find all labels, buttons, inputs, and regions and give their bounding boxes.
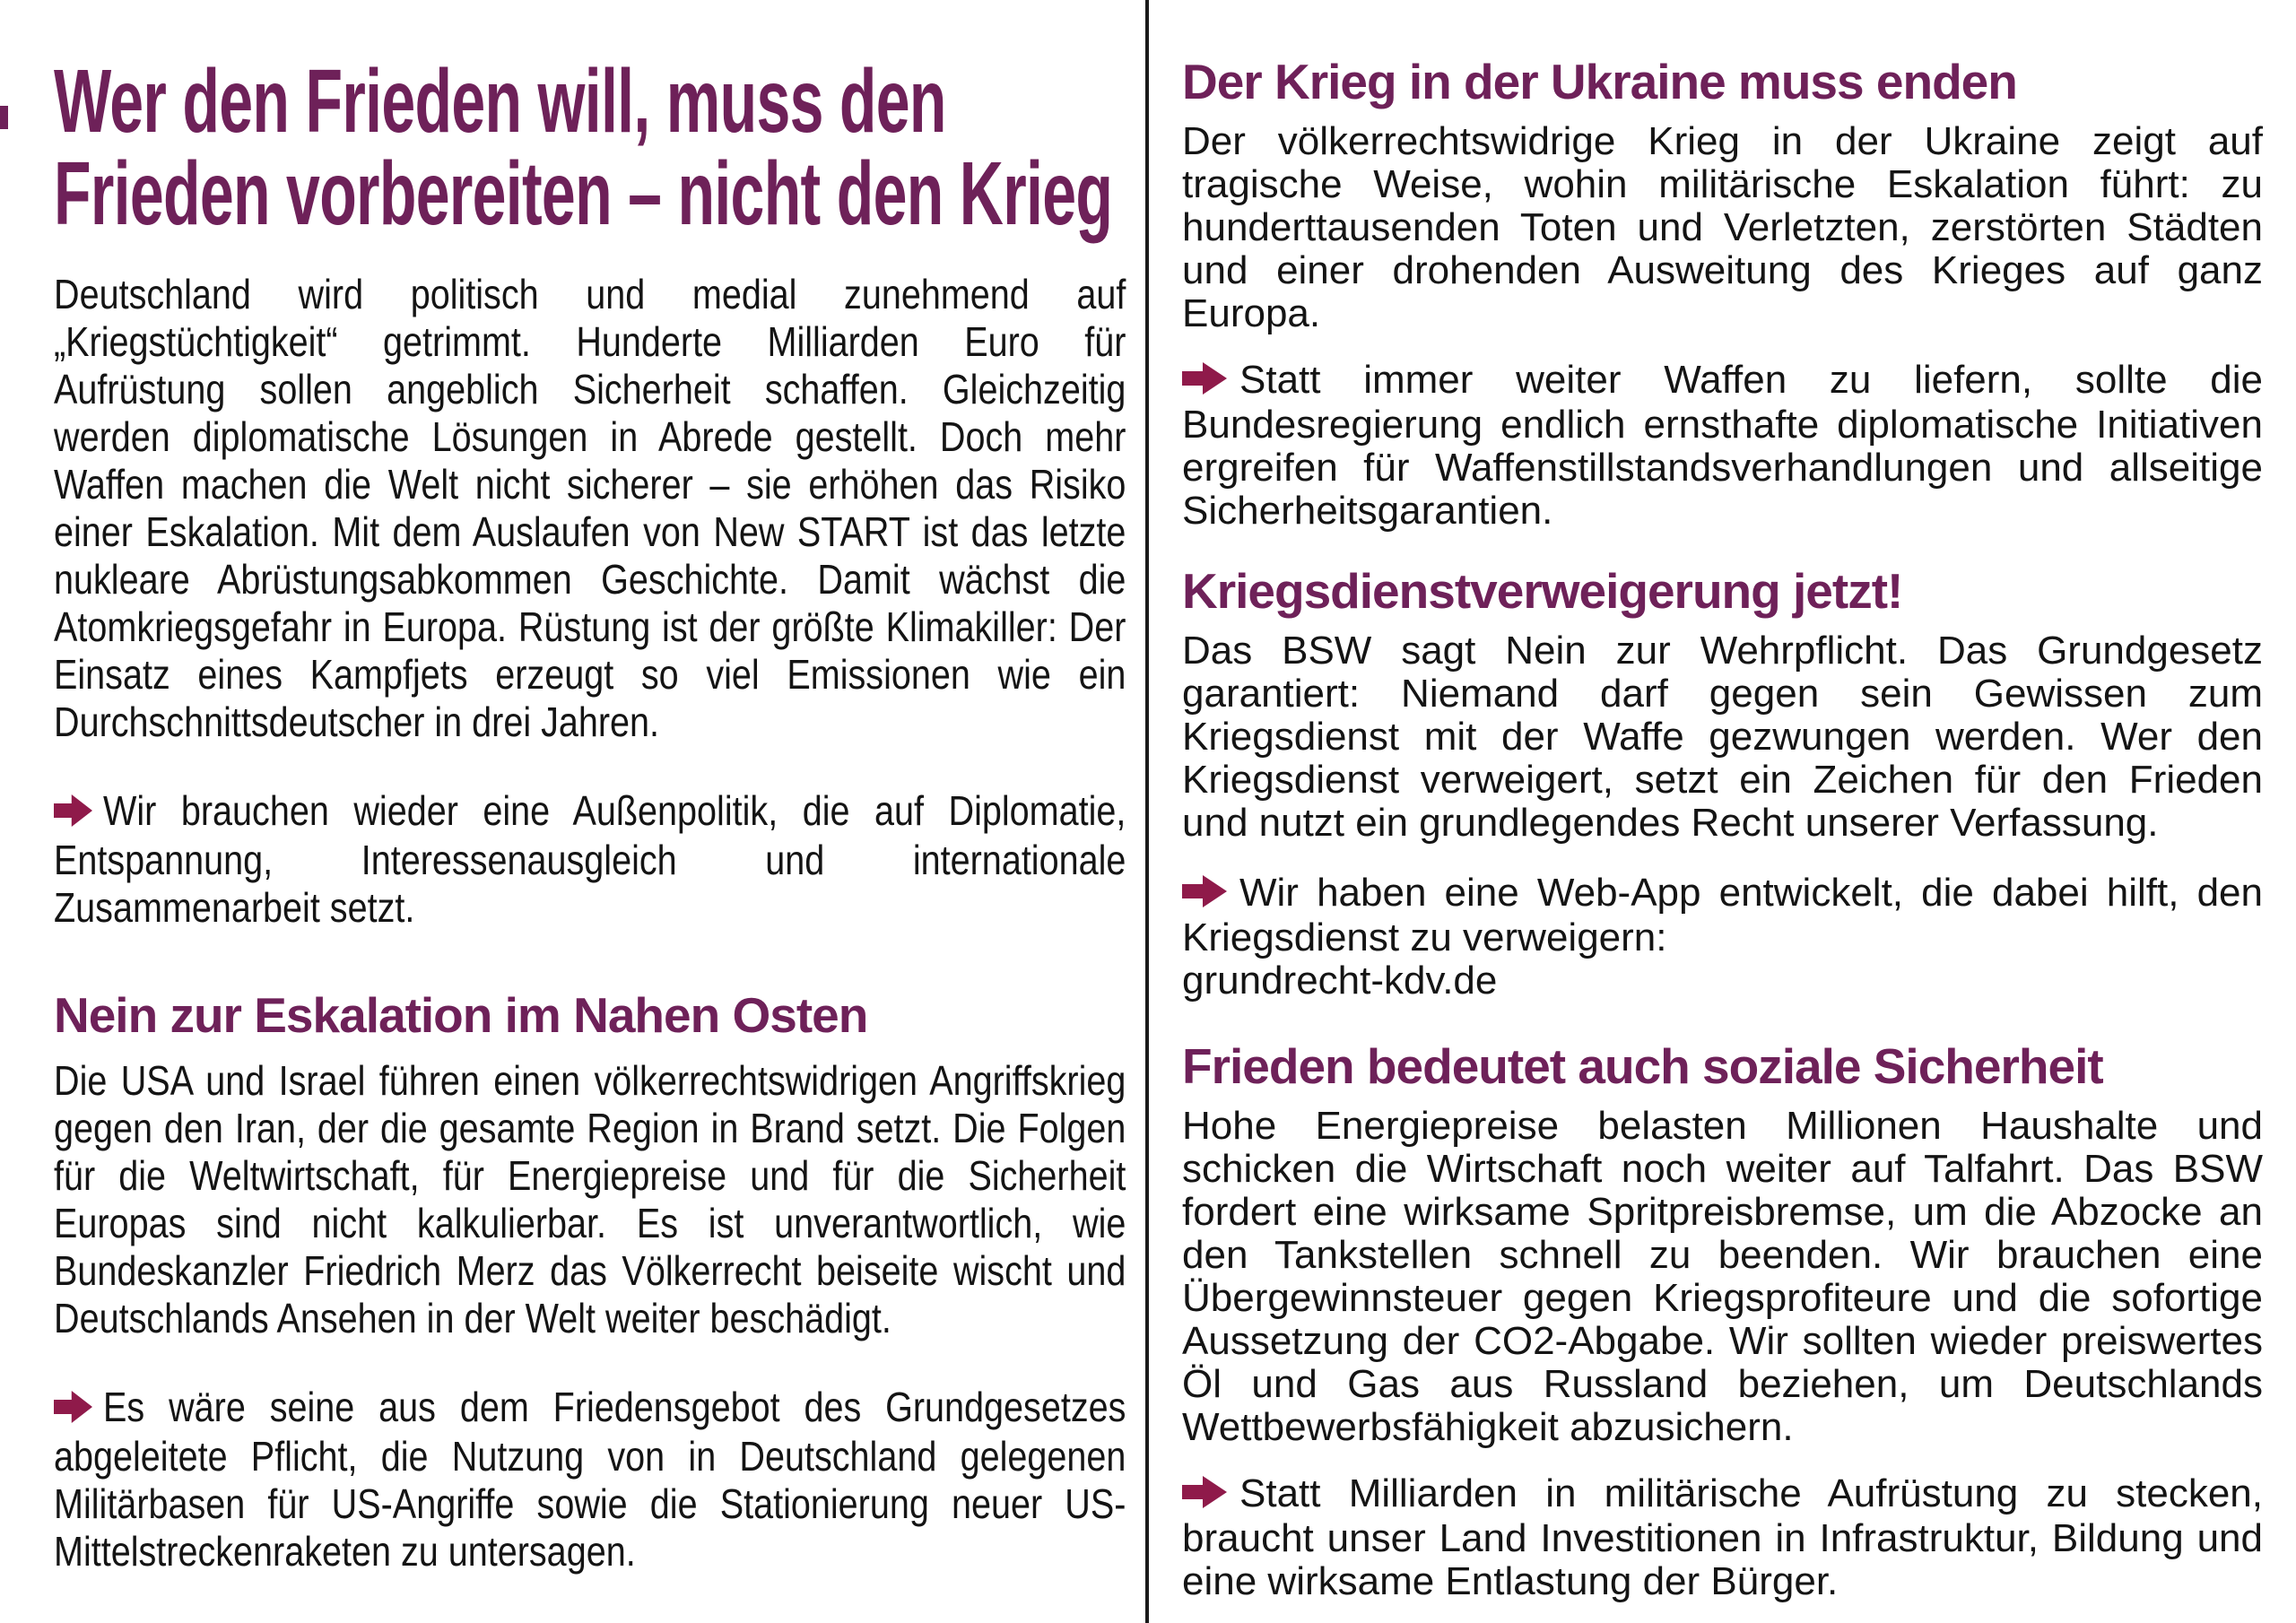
section-heading-ukraine: Der Krieg in der Ukraine muss enden — [1182, 54, 2017, 109]
right-column — [1182, 0, 2263, 1603]
bullet-investitionen-text: Statt Milliarden in militärische Aufrüstung zu stecken, braucht unser Land Investitionen in Infrastruktur, Bildung und eine wirksame Entlastung der Bürger. — [1182, 1471, 2263, 1603]
arrow-right-icon — [54, 789, 92, 837]
edge-bleed-mark — [0, 106, 8, 129]
arrow-right-icon — [1182, 360, 1227, 404]
bullet-foreign-policy-wrap — [54, 787, 1126, 932]
section-heading-nahost: Nein zur Eskalation im Nahen Osten — [54, 987, 868, 1043]
page-title-line-2: Frieden vorbereiten – nicht den Krieg — [54, 143, 1113, 244]
page-title — [54, 51, 1152, 244]
bullet-web-app — [1182, 872, 2263, 959]
bullet-investitionen — [1182, 1472, 2263, 1603]
section-heading-soziale-sicherheit: Frieden bedeutet auch soziale Sicherheit — [1182, 1038, 2103, 1094]
arrow-right-icon — [1182, 1474, 1227, 1517]
intro-paragraph: Deutschland wird politisch und medial zunehmend auf „Kriegstüchtigkeit“ getrimmt. Hunderte Milliarden Euro für Aufrüstung sollen angeblich Sicherheit schaffen. Gleichzeitig werden diplomatische Lösungen in Abrede gestellt. Doch mehr Waffen machen die Welt nicht sicherer – sie erhöhen das Risiko einer Eskalation. Mit dem Auslaufen von New START ist das letzte nukleare Abrüstungsabkommen Geschichte. Damit wächst die Atomkriegsgefahr in Europa. Rüstung ist der größte Klimakiller: Der Einsatz eines Kampfjets erzeugt so viel Emissionen wie ein Durchschnittsdeutscher in drei Jahren. — [54, 271, 1126, 745]
bullet-us-bases-text: Es wäre seine aus dem Friedensgebot des Grundgesetzes abgeleitete Pflicht, die Nutzung von in Deutschland gelegenen Militärbasen für US-Angriffe sowie die Stationierung neuer US-Mittelstreckenraketen zu untersagen. — [54, 1384, 1126, 1575]
bullet-us-bases-wrap — [54, 1384, 1126, 1575]
page-title-line-1: Wer den Frieden will, muss den — [54, 51, 946, 152]
intro-paragraph-wrap — [54, 271, 1126, 746]
arrow-right-icon — [1182, 873, 1227, 916]
bullet-foreign-policy-text: Wir brauchen wieder eine Außenpolitik, die auf Diplomatie, Entspannung, Interessenausgleich und internationale Zusammenarbeit setzt. — [54, 787, 1126, 931]
bullet-web-app-text: Wir haben eine Web-App entwickelt, die dabei hilft, den Kriegsdienst zu verweigern: — [1182, 871, 2263, 959]
kdv-url: grundrecht-kdv.de — [1182, 959, 1498, 1002]
bullet-diplomacy-text: Statt immer weiter Waffen zu liefern, sollte die Bundesregierung endlich ernsthafte diplomatische Initiativen ergreifen für Waffenstillstandsverhandlungen und allseitige Sicherheitsgarantien. — [1182, 358, 2263, 533]
bullet-us-bases — [54, 1384, 1126, 1575]
nahost-paragraph: Die USA und Israel führen einen völkerrechtswidrigen Angriffskrieg gegen den Iran, der die gesamte Region in Brand setzt. Die Folgen für die Weltwirtschaft, für Energiepreise und für die Sicherheit Europas sind nicht kalkulierbar. Es ist unverantwortlich, wie Bundeskanzler Friedrich Merz das Völkerrecht beiseite wischt und Deutschlands Ansehen in der Welt weiter beschädigt. — [54, 1057, 1126, 1341]
column-divider — [1145, 0, 1149, 1623]
bullet-foreign-policy — [54, 787, 1126, 932]
bullet-diplomacy — [1182, 359, 2263, 533]
soziale-sicherheit-paragraph: Hohe Energiepreise belasten Millionen Haushalte und schicken die Wirtschaft noch weiter auf Talfahrt. Das BSW fordert eine wirksame Spritpreisbremse, um die Abzocke an den Tankstellen schnell zu beenden. Wir brauchen eine Übergewinnsteuer gegen Kriegsprofiteure und die sofortige Aussetzung der CO2-Abgabe. Wir sollten wieder preiswertes Öl und Gas aus Russland beziehen, um Deutschlands Wettbewerbsfähigkeit abzusichern. — [1182, 1104, 2263, 1449]
section-heading-kdv: Kriegsdienstverweigerung jetzt! — [1182, 563, 1903, 619]
kdv-paragraph: Das BSW sagt Nein zur Wehrpflicht. Das Grundgesetz garantiert: Niemand darf gegen sein Gewissen zum Kriegsdienst mit der Waffe gezwungen werden. Wer den Kriegsdienst verweigert, setzt ein Zeichen für den Frieden und nutzt ein grundlegendes Recht unserer Verfassung. — [1182, 629, 2263, 845]
ukraine-paragraph: Der völkerrechtswidrige Krieg in der Ukraine zeigt auf tragische Weise, wohin militärische Eskalation führt: zu hunderttausenden Toten und Verletzten, zerstörten Städten und einer drohenden Ausweitung des Krieges auf ganz Europa. — [1182, 119, 2263, 335]
left-column — [54, 0, 1126, 1575]
nahost-paragraph-wrap — [54, 1057, 1126, 1342]
arrow-right-icon — [54, 1385, 92, 1433]
